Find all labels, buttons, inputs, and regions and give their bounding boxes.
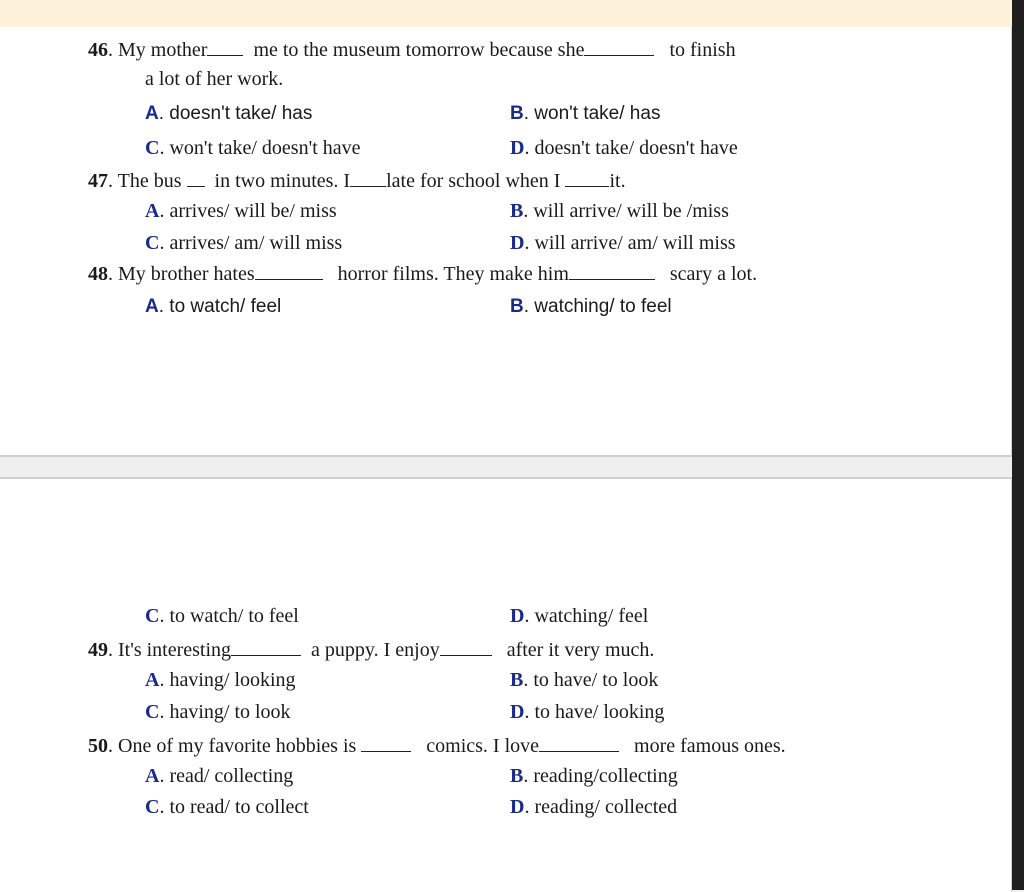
option-d: D. doesn't take/ doesn't have (510, 137, 738, 159)
answer-blank (569, 261, 655, 280)
option-text: reading/collecting (533, 765, 678, 787)
option-b: B. watching/ to feel (510, 296, 672, 317)
option-text: arrives/ will be/ miss (169, 200, 337, 222)
option-letter: A (145, 669, 160, 691)
answer-blank (255, 261, 323, 280)
question-47: 47. The bus in two minutes. I late for school when I it. (88, 170, 626, 192)
question-text: in two minutes. I (214, 170, 351, 192)
option-d: D. reading/ collected (510, 796, 678, 818)
option-text: read/ collecting (169, 765, 294, 787)
option-letter: A (145, 200, 160, 222)
question-49: 49. It's interesting a puppy. I enjoy after it very much. (88, 639, 655, 661)
option-c: C. won't take/ doesn't have (145, 137, 361, 159)
option-letter: B (510, 103, 524, 124)
option-letter: C (145, 701, 160, 723)
question-number: 47 (88, 170, 108, 192)
question-text: a puppy. I enjoy (311, 639, 440, 661)
option-a: A. doesn't take/ has (145, 103, 313, 124)
question-text: It's interesting (118, 639, 232, 661)
question-text: scary a lot. (669, 263, 758, 285)
window-edge (1012, 0, 1024, 890)
question-text: me to the museum tomorrow because she (253, 39, 585, 61)
question-number: 50 (88, 735, 108, 757)
question-48: 48. My brother hates horror films. They make him scary a lot. (88, 263, 758, 285)
option-letter: C (145, 605, 160, 627)
option-text: to read/ to collect (169, 796, 309, 818)
question-number: 46 (88, 39, 108, 61)
option-text: to watch/ feel (169, 296, 282, 317)
question-text: horror films. They make him (337, 263, 569, 285)
option-letter: A (145, 765, 160, 787)
option-d: D. to have/ looking (510, 701, 665, 723)
answer-blank (207, 37, 243, 56)
option-text: watching/ feel (534, 605, 649, 627)
option-c: C. having/ to look (145, 701, 291, 723)
option-letter: B (510, 669, 524, 691)
question-50: 50. One of my favorite hobbies is comics. I love more famous ones. (88, 735, 786, 757)
option-letter: D (510, 137, 525, 159)
option-letter: D (510, 701, 525, 723)
question-text: My mother (118, 39, 208, 61)
answer-blank (350, 168, 386, 187)
option-letter: C (145, 796, 160, 818)
question-text: it. (609, 170, 626, 192)
option-text: doesn't take/ doesn't have (534, 137, 738, 159)
answer-blank (231, 637, 301, 656)
question-number: 49 (88, 639, 108, 661)
option-text: having/ looking (169, 669, 296, 691)
question-number: 48 (88, 263, 108, 285)
question-text: One of my favorite hobbies is (118, 735, 357, 757)
question-46: 46. My mother me to the museum tomorrow because she to finish (88, 39, 736, 61)
option-letter: A (145, 296, 159, 317)
option-a: A. arrives/ will be/ miss (145, 200, 337, 222)
answer-blank (584, 37, 654, 56)
question-text: to finish (669, 39, 736, 61)
document-page-1 (0, 27, 1012, 457)
answer-blank (565, 168, 609, 187)
option-a: A. read/ collecting (145, 765, 294, 787)
option-text: won't take/ has (534, 103, 661, 124)
option-letter: C (145, 137, 160, 159)
option-b: B. will arrive/ will be /miss (510, 200, 729, 222)
page-gap (0, 457, 1024, 477)
question-text: The bus (117, 170, 182, 192)
answer-blank (440, 637, 492, 656)
option-a: A. to watch/ feel (145, 296, 282, 317)
option-text: will arrive/ will be /miss (533, 200, 729, 222)
answer-blank (361, 733, 411, 752)
option-letter: D (510, 232, 525, 254)
question-text: comics. I love (426, 735, 540, 757)
option-text: to have/ looking (534, 701, 665, 723)
option-text: to watch/ to feel (169, 605, 299, 627)
option-b: B. won't take/ has (510, 103, 661, 124)
option-text: reading/ collected (534, 796, 678, 818)
question-text: My brother hates (118, 263, 255, 285)
question-text: late for school when I (386, 170, 561, 192)
question-text: more famous ones. (634, 735, 786, 757)
option-c: C. arrives/ am/ will miss (145, 232, 343, 254)
option-text: having/ to look (169, 701, 291, 723)
option-text: to have/ to look (533, 669, 659, 691)
option-letter: B (510, 296, 524, 317)
answer-blank (187, 168, 205, 187)
question-46-continuation: a lot of her work. (145, 68, 284, 90)
option-text: won't take/ doesn't have (169, 137, 361, 159)
option-letter: C (145, 232, 160, 254)
option-letter: D (510, 605, 525, 627)
option-a: A. having/ looking (145, 669, 296, 691)
option-c: C. to read/ to collect (145, 796, 309, 818)
question-text: after it very much. (506, 639, 655, 661)
option-text: arrives/ am/ will miss (169, 232, 343, 254)
answer-blank (539, 733, 619, 752)
document-page-2 (0, 477, 1012, 892)
option-letter: A (145, 103, 159, 124)
top-bar (0, 0, 1024, 27)
option-b: B. reading/collecting (510, 765, 678, 787)
option-d: D. watching/ feel (510, 605, 649, 627)
option-text: will arrive/ am/ will miss (534, 232, 736, 254)
option-letter: B (510, 765, 524, 787)
option-letter: D (510, 796, 525, 818)
option-text: doesn't take/ has (169, 103, 313, 124)
option-b: B. to have/ to look (510, 669, 659, 691)
option-c: C. to watch/ to feel (145, 605, 299, 627)
option-letter: B (510, 200, 524, 222)
option-d: D. will arrive/ am/ will miss (510, 232, 736, 254)
option-text: watching/ to feel (534, 296, 672, 317)
